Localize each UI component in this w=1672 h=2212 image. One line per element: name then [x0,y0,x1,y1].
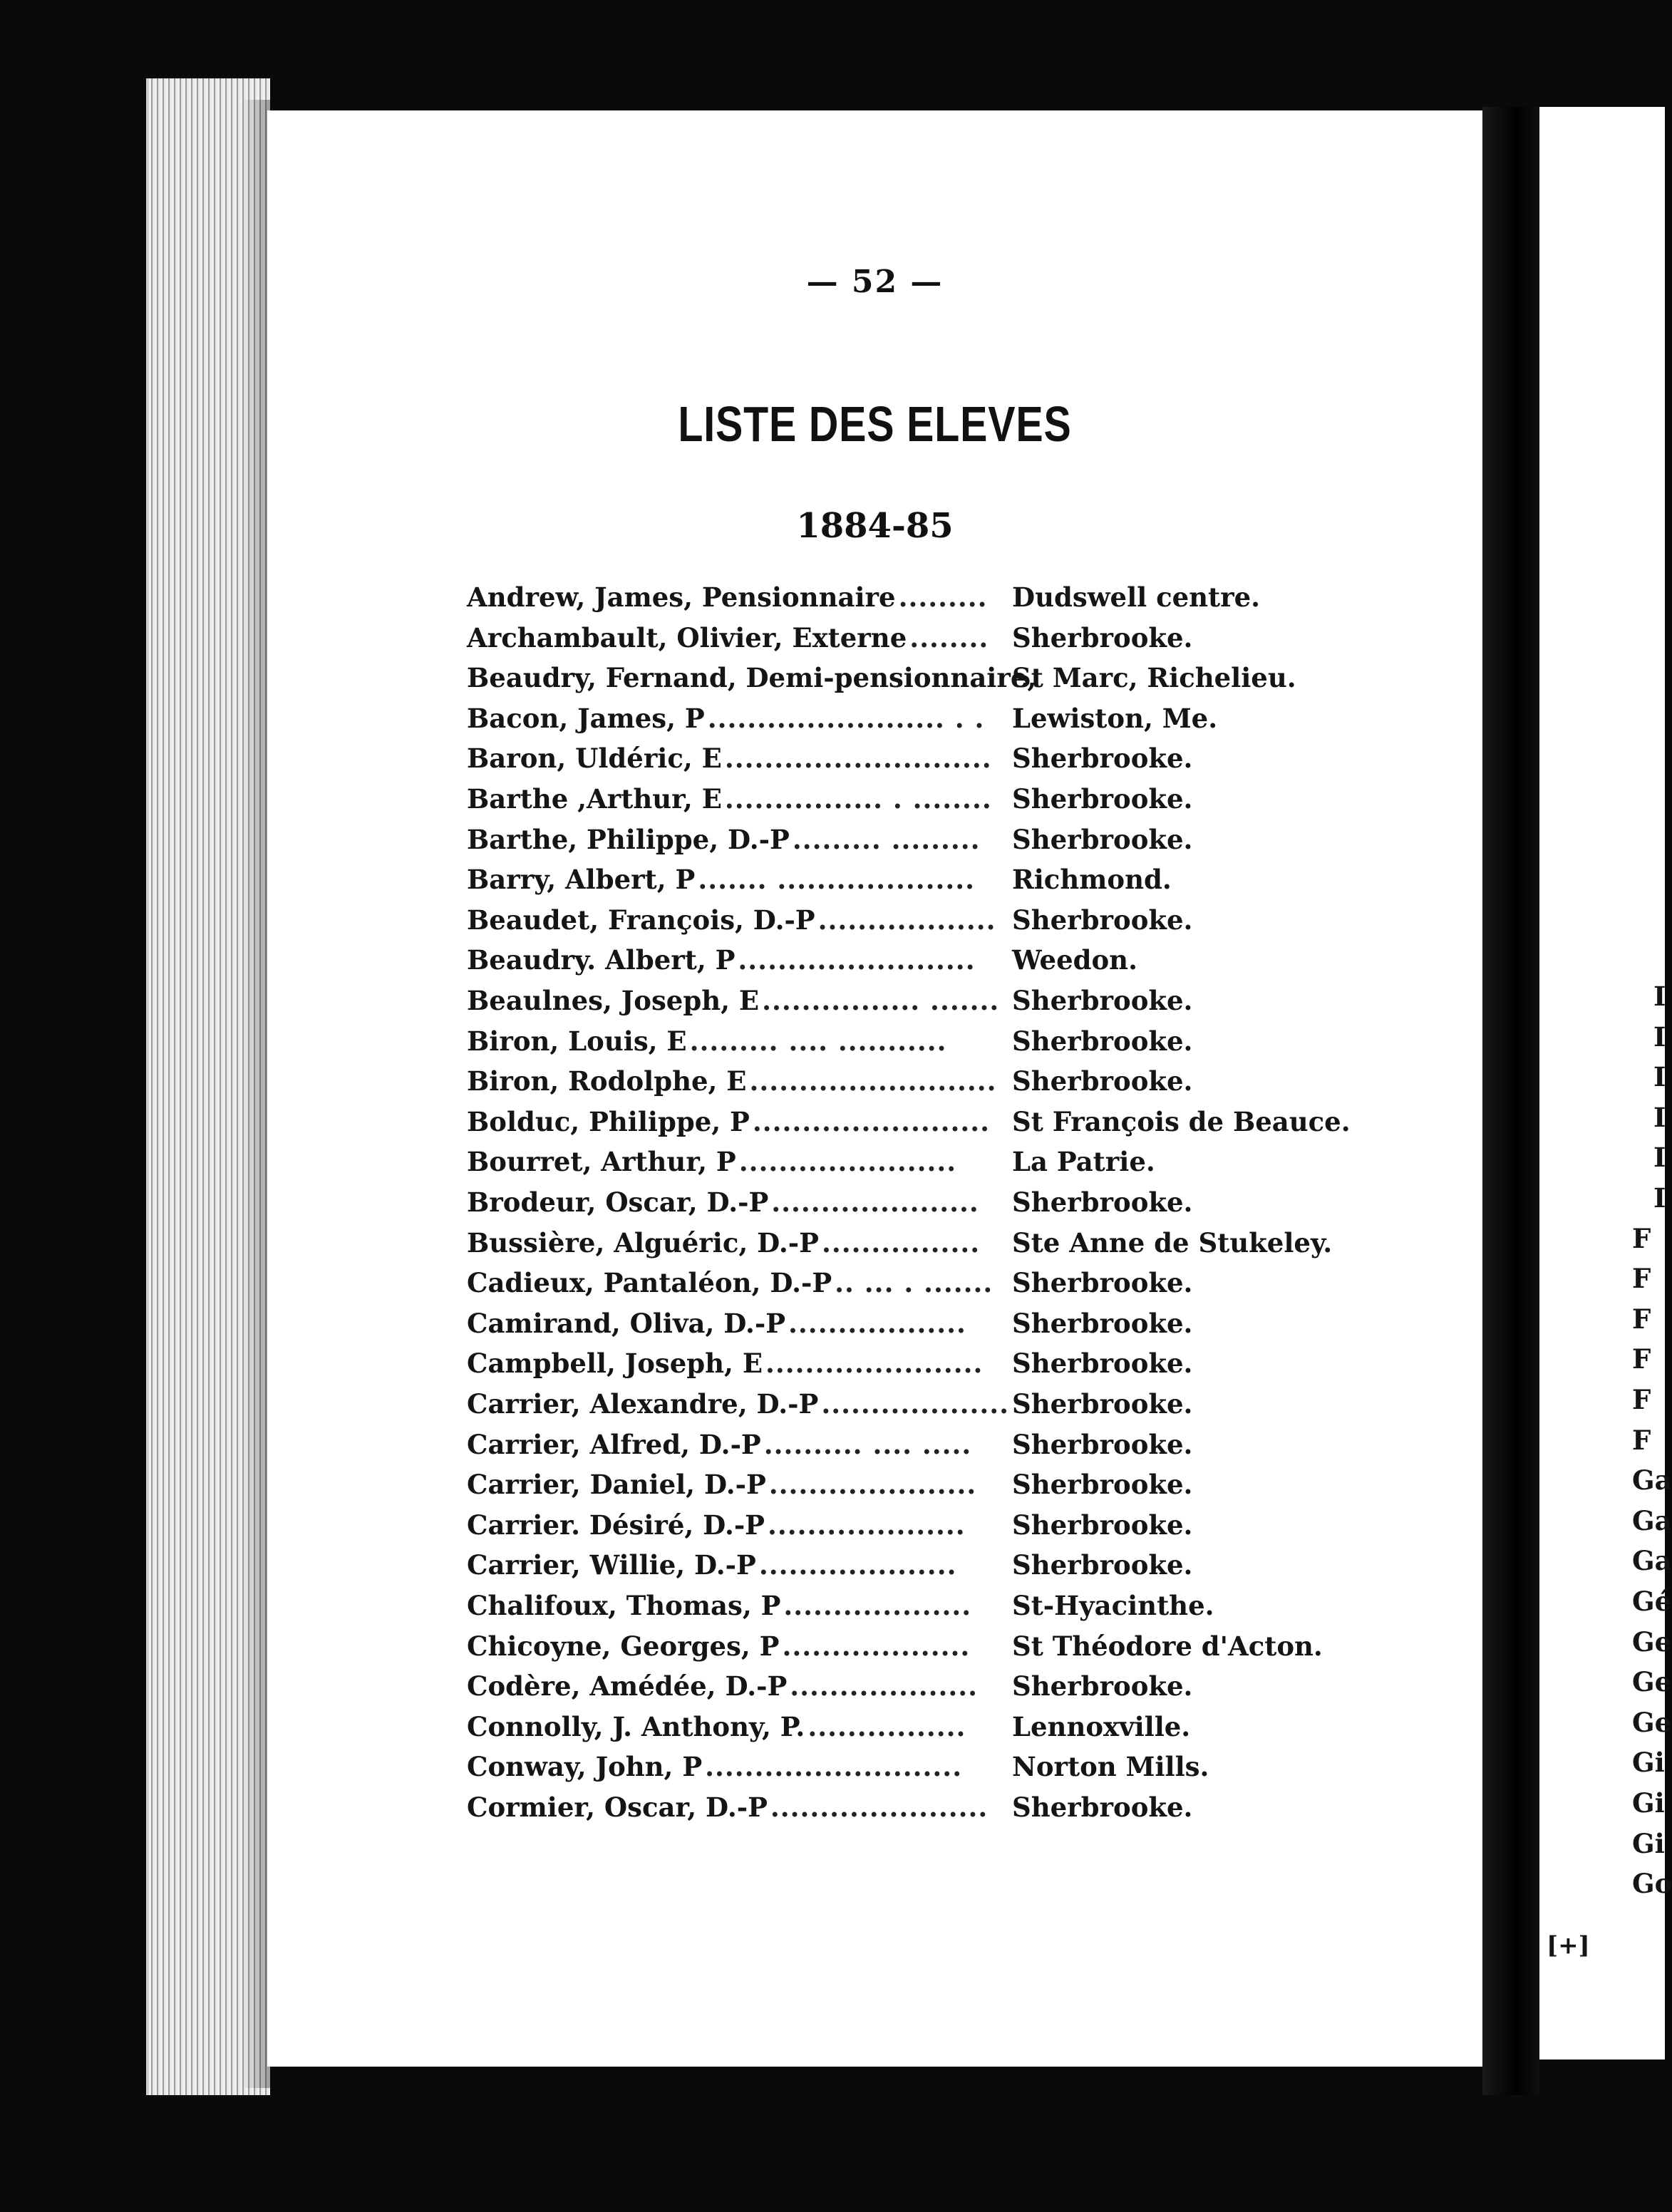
student-entry [467,738,1393,778]
student-name: Connolly, J. Anthony, P. [467,1710,805,1742]
student-hometown: Ste Anne de Stukeley. [1012,1226,1333,1259]
leader-dots: ........................ . . [707,702,985,734]
student-hometown: Sherbrooke. [1012,1065,1193,1097]
student-hometown: Weedon. [1012,944,1137,976]
student-entry [467,1747,1393,1787]
student-hometown: Sherbrooke. [1012,904,1193,936]
leader-dots: ......... ......... [792,823,981,855]
leader-dots: .......................... [705,1751,963,1783]
facing-page-fragment: I [1653,1182,1666,1214]
student-entry [467,1263,1393,1303]
leader-dots: ........................... [724,743,992,775]
student-name: Barthe, Philippe, D.-P [467,823,790,855]
student-entry [467,1505,1393,1545]
leader-dots: .................... [758,1549,957,1581]
facing-page-fragments [1547,107,1672,2059]
student-name: Biron, Rodolphe, E [467,1065,747,1097]
student-name: Cadieux, Pantaléon, D.-P [467,1267,832,1299]
facing-page-fragment: F [1632,1343,1651,1375]
student-name: Bourret, Arthur, P [467,1146,736,1178]
student-entry [467,1464,1393,1504]
student-hometown: Sherbrooke. [1012,621,1193,653]
student-name: Beaudry. Albert, P [467,944,736,976]
facing-page [1539,107,1672,2059]
facing-page-fragment: I [1653,1101,1666,1133]
facing-page-fragment: I [1653,1020,1666,1053]
student-entry [467,1545,1393,1585]
student-name: Chicoyne, Georges, P [467,1630,780,1662]
student-hometown: Sherbrooke. [1012,1549,1193,1581]
student-name: Bussière, Alguéric, D.-P [467,1226,819,1259]
student-name: Andrew, James, Pensionnaire [467,582,896,613]
student-entry [467,820,1393,859]
student-name: Brodeur, Oscar, D.-P [467,1187,769,1218]
leader-dots: ........ [909,621,989,653]
page-title: LISTE DES ELEVES [678,396,1072,452]
student-hometown: Sherbrooke. [1012,743,1193,775]
student-entry [467,981,1393,1020]
leader-dots: ..................... [771,1187,979,1218]
leader-dots: ...................... [770,1792,989,1823]
leader-dots: .. ... . ....... [835,1267,994,1299]
student-name: Beaudry, Fernand, Demi-pensionnaire, [467,662,1037,694]
student-hometown: Sherbrooke. [1012,783,1193,815]
facing-page-fragment: Ga [1632,1545,1672,1577]
student-entry [467,940,1393,980]
student-name: Beaulnes, Joseph, E [467,985,760,1016]
leader-dots: .................... [768,1509,966,1541]
student-hometown: St Marc, Richelieu. [1012,662,1296,694]
facing-page-fragment: Gi [1632,1747,1665,1779]
leader-dots: ................... [782,1630,971,1662]
student-entry [467,577,1393,617]
student-entry [467,1061,1393,1101]
student-hometown: Sherbrooke. [1012,1025,1193,1057]
student-hometown: Sherbrooke. [1012,1348,1193,1380]
leader-dots: ................... [790,1670,979,1702]
student-entry [467,1021,1393,1061]
student-entry [467,618,1393,658]
student-name: Carrier, Daniel, D.-P [467,1469,766,1501]
student-entry [467,1586,1393,1626]
page-number: — 52 — [806,264,944,300]
student-hometown: Sherbrooke. [1012,1670,1193,1702]
student-hometown: St Théodore d'Acton. [1012,1630,1323,1662]
student-name: Barthe ,Arthur, E [467,783,722,815]
student-entry [467,1102,1393,1142]
student-entry [467,1787,1393,1827]
student-hometown: St-Hyacinthe. [1012,1590,1214,1621]
student-name: Barry, Albert, P [467,864,696,896]
leader-dots: ...................... [765,1348,984,1380]
facing-page-fragment: F [1632,1263,1651,1295]
student-entry [467,779,1393,819]
leader-dots: ................ ....... [762,985,1000,1016]
leader-dots: ................... [821,1388,1010,1420]
student-hometown: Sherbrooke. [1012,1509,1193,1541]
student-hometown: Dudswell centre. [1012,582,1261,613]
book-gutter [1482,107,1539,2095]
leader-dots: .................. [817,904,996,936]
student-entry [467,859,1393,899]
facing-page-fragment: Ga [1632,1464,1672,1497]
student-name: Conway, John, P [467,1751,703,1783]
student-hometown: Sherbrooke. [1012,985,1193,1016]
student-name: Baron, Uldéric, E [467,743,722,775]
student-hometown: Sherbrooke. [1012,1428,1193,1460]
facing-page-footnote: [+] [1547,1931,1590,1960]
student-hometown: Richmond. [1012,864,1172,896]
leader-dots: ......... .... ........... [689,1025,947,1057]
student-entry [467,1425,1393,1464]
school-year: 1884-85 [796,506,954,546]
student-name: Archambault, Olivier, Externe [467,621,907,653]
facing-page-fragment: Gi [1632,1827,1665,1859]
student-hometown: Lewiston, Me. [1012,702,1218,734]
student-name: Cormier, Oscar, D.-P [467,1792,768,1823]
student-name: Chalifoux, Thomas, P [467,1590,781,1621]
facing-page-fragment: Ge [1632,1706,1672,1738]
student-name: Bolduc, Philippe, P [467,1105,750,1137]
student-name: Codère, Amédée, D.-P [467,1670,788,1702]
leader-dots: ..................... [768,1469,977,1501]
leader-dots: ................ [807,1710,966,1742]
leader-dots: ........................ [752,1105,990,1137]
student-entry [467,900,1393,940]
student-entry [467,1343,1393,1383]
student-entry [467,1666,1393,1706]
student-entry [467,1303,1393,1343]
leader-dots: ................ [821,1226,981,1259]
facing-page-fragment: I [1653,981,1666,1012]
student-name: Carrier, Alfred, D.-P [467,1428,761,1460]
page-edge-shadow [242,100,271,2088]
leader-dots: ................ . ........ [724,783,992,815]
student-entry [467,658,1393,698]
student-hometown: Lennoxville. [1012,1710,1191,1742]
student-hometown: Sherbrooke. [1012,823,1193,855]
student-entry [467,1223,1393,1263]
facing-page-fragment: Ge [1632,1626,1672,1658]
student-hometown: Sherbrooke. [1012,1187,1193,1218]
student-name: Bacon, James, P [467,702,705,734]
facing-page-fragment: I [1653,1061,1666,1093]
facing-page-fragment: Ga [1632,1504,1672,1536]
student-hometown: St François de Beauce. [1012,1105,1351,1137]
leader-dots: ......................... [749,1065,997,1097]
student-name: Carrier, Alexandre, D.-P [467,1388,819,1420]
facing-page-fragment: Ge [1632,1666,1672,1698]
student-name: Beaudet, François, D.-P [467,904,815,936]
student-hometown: La Patrie. [1012,1146,1155,1178]
leader-dots: ........................ [738,944,976,976]
student-hometown: Norton Mills. [1012,1751,1209,1783]
leader-dots: .......... .... ..... [763,1428,972,1460]
student-hometown: Sherbrooke. [1012,1388,1193,1420]
student-hometown: Sherbrooke. [1012,1307,1193,1339]
student-hometown: Sherbrooke. [1012,1792,1193,1823]
student-name: Carrier, Willie, D.-P [467,1549,756,1581]
facing-page-fragment: F [1632,1384,1651,1415]
leader-dots: ................... [783,1590,972,1621]
student-entry [467,1626,1393,1666]
facing-page-fragment: Go [1632,1868,1672,1900]
book-page [267,110,1482,2067]
facing-page-fragment: F [1632,1303,1651,1335]
facing-page-fragment: Gi [1632,1787,1665,1819]
student-entry [467,1384,1393,1424]
facing-page-fragment: F [1632,1222,1651,1254]
leader-dots: ...................... [738,1146,957,1178]
student-hometown: Sherbrooke. [1012,1469,1193,1501]
student-name: Campbell, Joseph, E [467,1348,763,1380]
student-name: Carrier. Désiré, D.-P [467,1509,765,1541]
student-entry [467,1142,1393,1182]
student-entry [467,1182,1393,1222]
student-entry [467,1707,1393,1747]
facing-page-fragment: F [1632,1424,1651,1456]
facing-page-fragment: Gé [1632,1586,1672,1617]
leader-dots: ......... [898,582,988,613]
leader-dots: ....... .................... [698,864,975,896]
student-hometown: Sherbrooke. [1012,1267,1193,1299]
facing-page-fragment: I [1653,1142,1666,1174]
student-name: Biron, Louis, E [467,1025,687,1057]
student-entry [467,698,1393,738]
student-name: Camirand, Oliva, D.-P [467,1307,786,1339]
leader-dots: .................. [788,1307,966,1339]
